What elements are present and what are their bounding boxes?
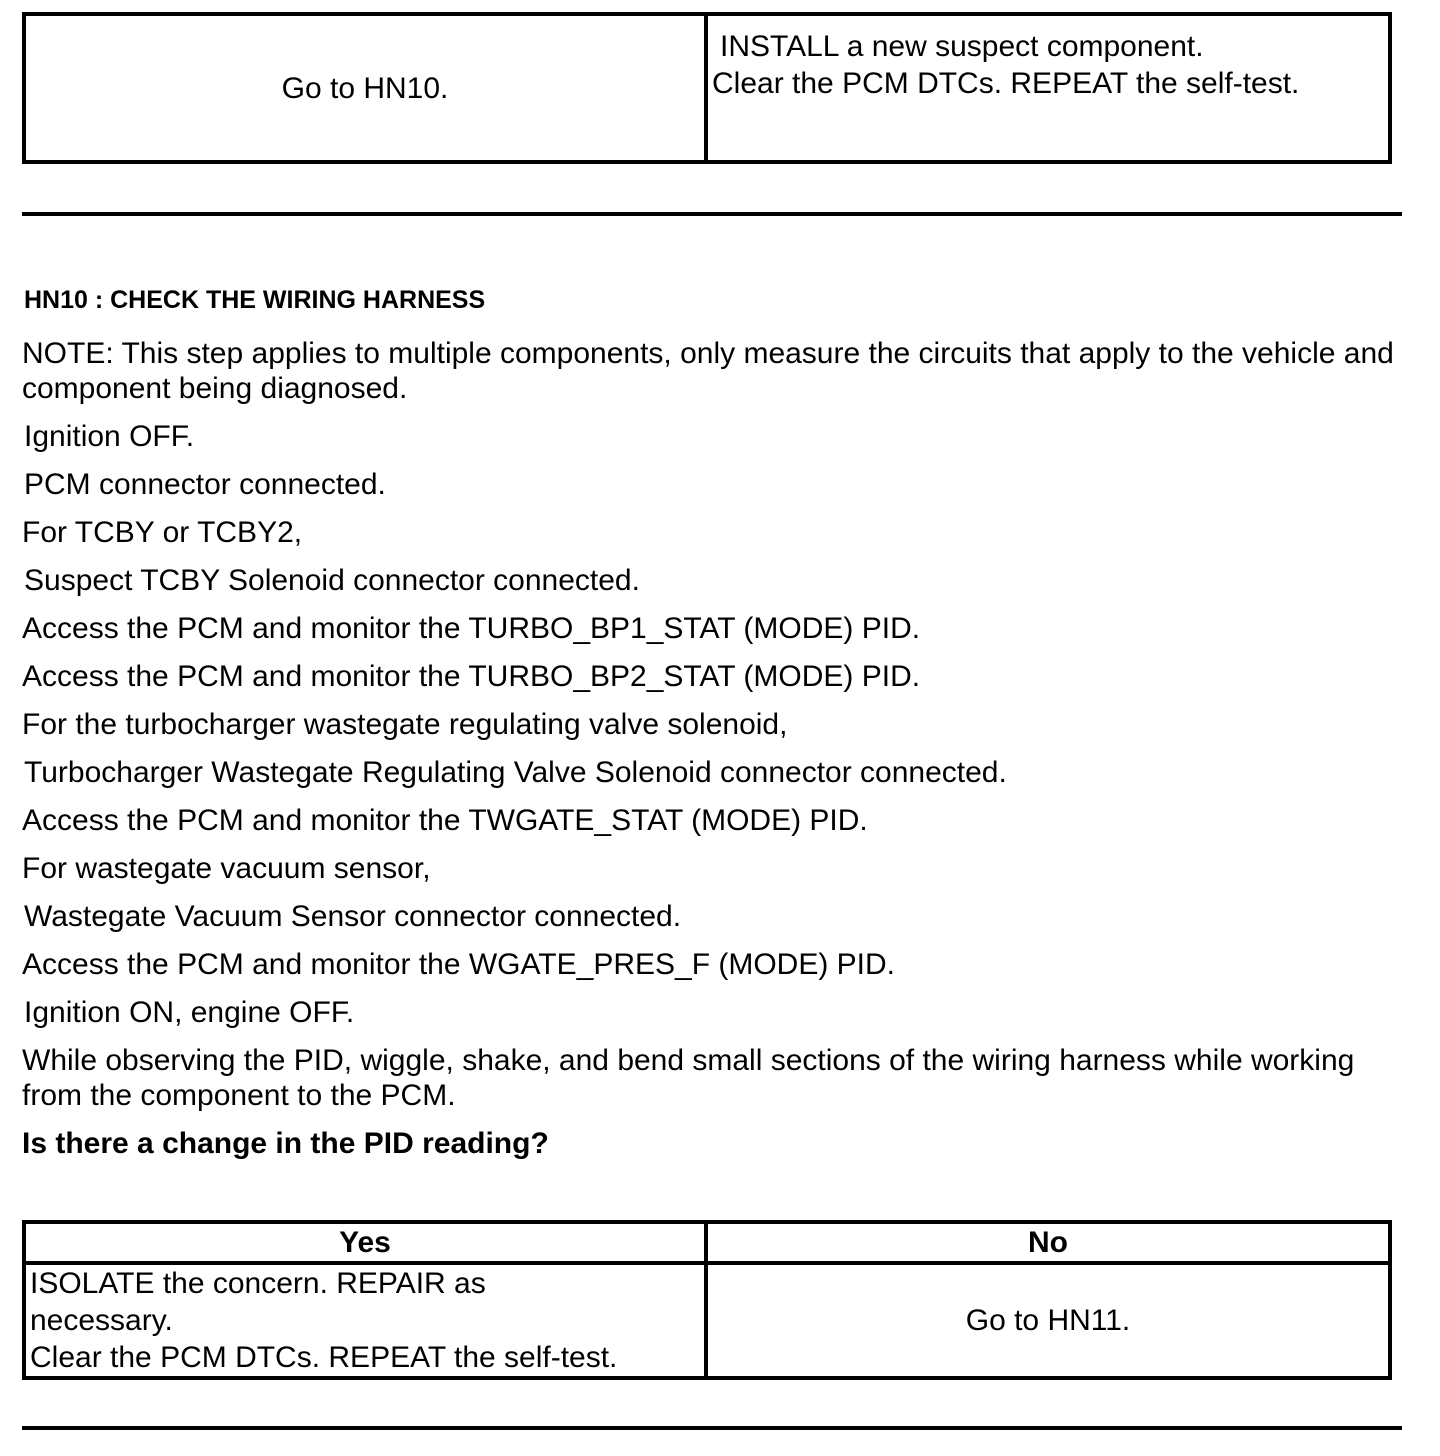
top-right-line2: Clear the PCM DTCs. REPEAT the self-test. (712, 67, 1300, 100)
top-result-table (22, 12, 1392, 164)
step-line: PCM connector connected. (24, 468, 386, 501)
step-line: Ignition OFF. (24, 420, 195, 453)
top-left-cell: Go to HN10. (24, 14, 706, 162)
step-heading: HN10 : CHECK THE WIRING HARNESS (24, 286, 486, 314)
divider-bottom (22, 1426, 1402, 1430)
yes-cell (24, 1263, 706, 1378)
step-line: Access the PCM and monitor the WGATE_PRES_F (MODE) PID. (22, 948, 896, 981)
yes-header: Yes (24, 1222, 706, 1263)
step-body (22, 336, 1412, 1174)
step-line: For wastegate vacuum sensor, (22, 852, 431, 885)
divider-top (22, 212, 1402, 216)
step-question: Is there a change in the PID reading? (22, 1127, 549, 1160)
step-line: Access the PCM and monitor the TWGATE_STAT (MODE) PID. (22, 804, 868, 837)
step-line: For TCBY or TCBY2, (22, 516, 303, 549)
top-right-cell (706, 14, 1390, 162)
no-header: No (706, 1222, 1390, 1263)
step-note: NOTE: This step applies to multiple components, only measure the circuits that apply to the vehicle and component being diagnosed. (22, 337, 1394, 405)
step-line: Access the PCM and monitor the TURBO_BP2_STAT (MODE) PID. (22, 660, 921, 693)
step-line: Access the PCM and monitor the TURBO_BP1_STAT (MODE) PID. (22, 612, 921, 645)
step-line: For the turbocharger wastegate regulating valve solenoid, (22, 708, 788, 741)
top-right-line1: INSTALL a new suspect component. (720, 30, 1204, 63)
step-line: Suspect TCBY Solenoid connector connected. (24, 564, 640, 597)
yes-line: Clear the PCM DTCs. REPEAT the self-test. (30, 1341, 618, 1374)
yes-line: necessary. (30, 1304, 173, 1337)
step-line: Turbocharger Wastegate Regulating Valve Solenoid connector connected. (24, 756, 1007, 789)
step-line: Wastegate Vacuum Sensor connector connected. (24, 900, 682, 933)
yes-no-table (22, 1220, 1392, 1380)
step-line: Ignition ON, engine OFF. (24, 996, 355, 1029)
yes-line: ISOLATE the concern. REPAIR as (30, 1267, 486, 1300)
step-line: While observing the PID, wiggle, shake, and bend small sections of the wiring harness while working from the component to the PCM. (22, 1044, 1355, 1112)
no-cell: Go to HN11. (706, 1263, 1390, 1378)
